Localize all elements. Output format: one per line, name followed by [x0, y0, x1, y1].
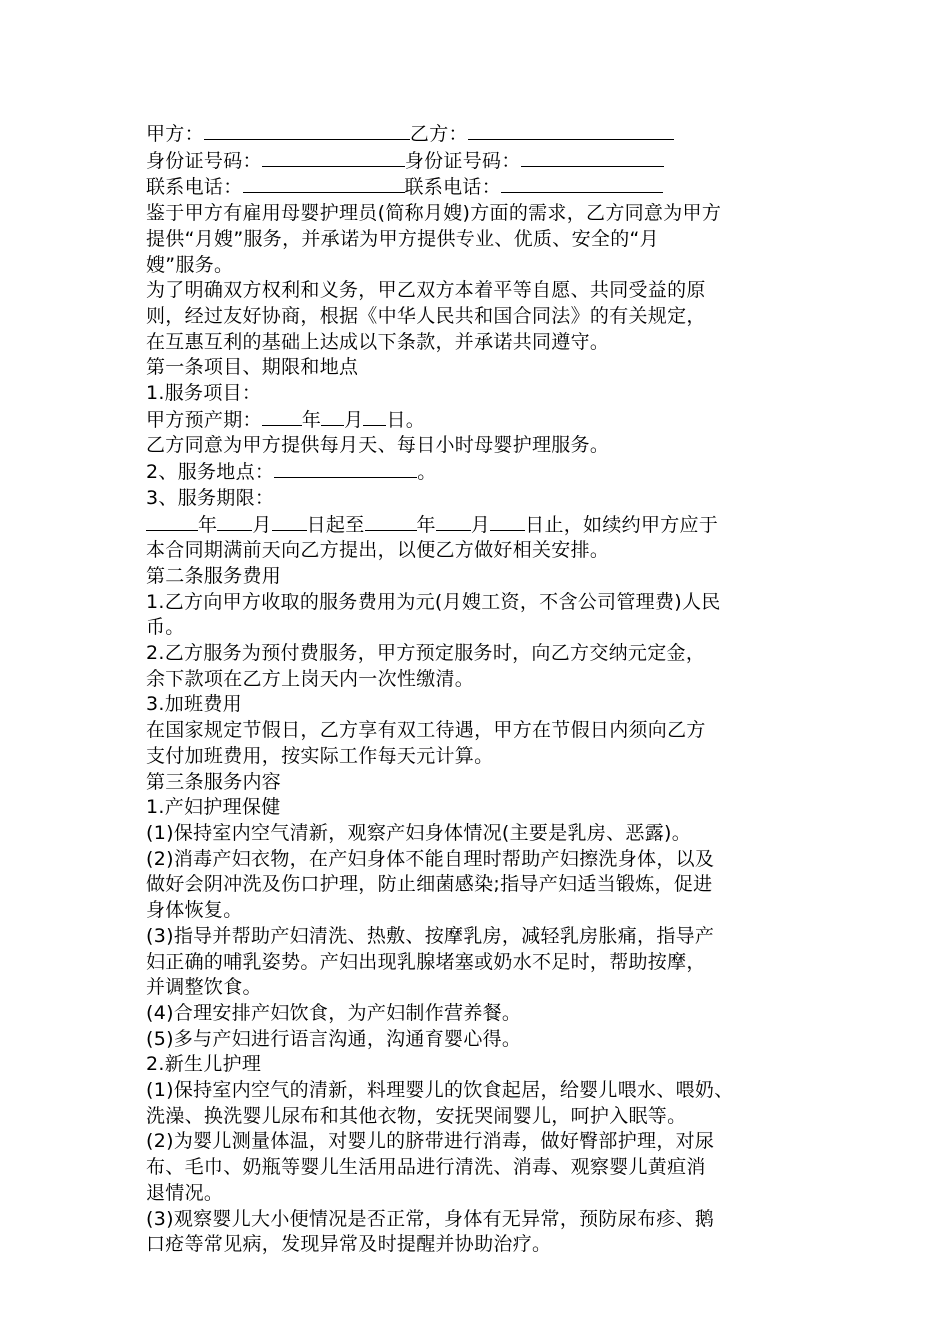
- party-line: [146, 121, 816, 148]
- overtime-title: 3.加班费用: [146, 693, 242, 716]
- intro-paragraph-2: [146, 278, 816, 355]
- text-line: (4)合理安排产妇饮食，为产妇制作营养餐。: [146, 1001, 522, 1024]
- newborn-care-title: 2.新生儿护理: [146, 1053, 262, 1076]
- text-line: 并调整饮食。: [146, 976, 262, 999]
- period-year-2-unit: 年: [416, 513, 436, 536]
- period-month-1-blank: [217, 512, 252, 531]
- text-line: (5)多与产妇进行语言沟通，沟通育婴心得。: [146, 1027, 522, 1050]
- id-b-label: 身份证号码：: [404, 149, 521, 172]
- text-line: 为了明确双方权利和义务，甲乙双方本着平等自愿、共同受益的原: [146, 279, 706, 302]
- period-month-2-blank: [436, 512, 471, 531]
- text-line: 嫂”服务。: [146, 253, 234, 276]
- due-year-blank: [262, 407, 302, 426]
- text-line: 1.乙方向甲方收取的服务费用为元(月嫂工资，不含公司管理费)人民: [146, 590, 721, 613]
- text-line: (1)保持室内空气的清新，料理婴儿的饮食起居，给婴儿喂水、喂奶、: [146, 1079, 734, 1102]
- period-day-1-unit: 日起至: [306, 513, 365, 536]
- period-month-1-unit: 月: [252, 513, 272, 536]
- text-line: 身体恢复。: [146, 899, 243, 922]
- text-line: 在国家规定节假日，乙方享有双工待遇，甲方在节假日内须向乙方: [146, 719, 706, 742]
- service-item-label: 1.服务项目：: [146, 382, 262, 405]
- id-b-blank: [521, 148, 664, 167]
- service-location-blank: [274, 459, 417, 478]
- text-line: 妇正确的哺乳姿势。产妇出现乳腺堵塞或奶水不足时，帮助按摩，: [146, 950, 706, 973]
- due-month-unit: 月: [344, 408, 364, 431]
- text-line: 鉴于甲方有雇用母婴护理员(简称月嫂)方面的需求，乙方同意为甲方: [146, 202, 722, 225]
- due-day-unit: 日。: [386, 408, 426, 431]
- due-day-blank: [363, 407, 386, 426]
- period-year-2-blank: [365, 512, 417, 531]
- due-date-line: [146, 407, 816, 434]
- phone-a-blank: [243, 174, 405, 193]
- due-date-label: 甲方预产期：: [146, 408, 262, 431]
- maternal-care-title: 1.产妇护理保健: [146, 796, 281, 819]
- text-line: 做好会阴冲洗及伤口护理，防止细菌感染;指导产妇适当锻炼，促进: [146, 873, 713, 896]
- contract-page: [146, 121, 816, 1258]
- text-line: 洗澡、换洗婴儿尿布和其他衣物，安抚哭闹婴儿，呵护入眠等。: [146, 1104, 687, 1127]
- party-b-label: 乙方：: [409, 123, 468, 145]
- phone-b-blank: [501, 174, 663, 193]
- service-location-label: 2、服务地点：: [146, 461, 275, 484]
- period-month-2-unit: 月: [470, 513, 491, 536]
- period-day-2-blank: [490, 512, 525, 531]
- phone-b-label: 联系电话：: [404, 176, 502, 199]
- id-a-label: 身份证号码：: [146, 149, 262, 172]
- due-year-unit: 年: [301, 408, 322, 431]
- service-period-line: [146, 512, 816, 539]
- text-line: 则，经过友好协商，根据《中华人民共和国合同法》的有关规定，: [146, 304, 706, 327]
- text-line: (3)指导并帮助产妇清洗、热敷、按摩乳房，减轻乳房胀痛，指导产: [146, 924, 715, 947]
- article-2-title: 第二条服务费用: [146, 564, 282, 587]
- article-3-title: 第三条服务内容: [146, 770, 282, 793]
- text-line: 支付加班费用，按实际工作每天元计算。: [146, 744, 494, 767]
- text-line: (3)观察婴儿大小便情况是否正常，身体有无异常，预防尿布疹、鹅: [146, 1207, 715, 1230]
- service-period-label: 3、服务期限：: [146, 486, 275, 509]
- text-line: 退情况。: [146, 1181, 224, 1204]
- id-line: [146, 148, 816, 175]
- party-b-blank: [468, 121, 674, 140]
- service-period-text: 本合同期满前天向乙方提出，以便乙方做好相关安排。: [146, 539, 610, 562]
- phone-a-label: 联系电话：: [146, 176, 243, 199]
- text-line: (1)保持室内空气清新，观察产妇身体情况(主要是乳房、恶露)。: [146, 821, 692, 844]
- period-day-2-unit: 日止，如续约甲方应于: [525, 513, 719, 536]
- text-line: 余下款项在乙方上岗天内一次性缴清。: [146, 667, 475, 690]
- service-location-line: [146, 459, 816, 486]
- id-a-blank: [262, 148, 405, 167]
- article-1-title: 第一条项目、期限和地点: [146, 356, 359, 379]
- text-line: (2)为婴儿测量体温，对婴儿的脐带进行消毒，做好臀部护理，对尿: [146, 1130, 715, 1153]
- due-month-blank: [321, 407, 344, 426]
- text-line: 提供“月嫂”服务，并承诺为甲方提供专业、优质、安全的“月: [146, 227, 659, 250]
- text-line: (2)消毒产妇衣物，在产妇身体不能自理时帮助产妇擦洗身体，以及: [146, 847, 715, 870]
- text-line: 在互惠互利的基础上达成以下条款，并承诺共同遵守。: [146, 330, 610, 353]
- period-year-1-blank: [146, 512, 198, 531]
- text-line: 币。: [146, 616, 185, 639]
- service-desc: 乙方同意为甲方提供每月天、每日小时母婴护理服务。: [146, 434, 610, 457]
- service-location-suffix: 。: [417, 461, 437, 484]
- party-a-blank: [204, 121, 410, 140]
- intro-paragraph-1: [146, 201, 816, 278]
- text-line: 口疮等常见病，发现异常及时提醒并协助治疗。: [146, 1233, 552, 1256]
- period-year-1-unit: 年: [198, 513, 218, 536]
- period-day-1-blank: [272, 512, 307, 531]
- text-line: 2.乙方服务为预付费服务，甲方预定服务时，向乙方交纳元定金，: [146, 642, 706, 665]
- phone-line: [146, 174, 816, 201]
- text-line: 布、毛巾、奶瓶等婴儿生活用品进行清洗、消毒、观察婴儿黄疸消: [146, 1156, 706, 1179]
- party-a-label: 甲方：: [146, 123, 204, 145]
